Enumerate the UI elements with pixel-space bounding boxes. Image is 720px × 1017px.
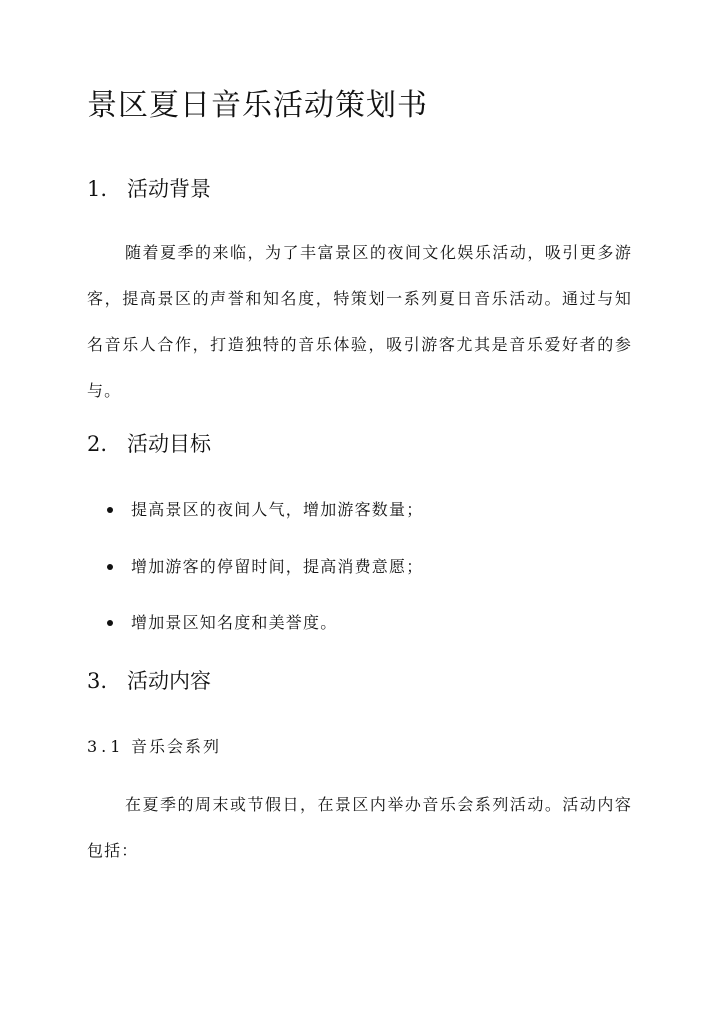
background-paragraph: 随着夏季的来临，为了丰富景区的夜间文化娱乐活动，吸引更多游客，提高景区的声誉和知名度，特策划一系列夏日音乐活动。通过与知名音乐人合作，打造独特的音乐体验，吸引游客尤其是音乐爱好者的参与。 bbox=[87, 243, 632, 400]
section-title: 活动内容 bbox=[127, 669, 211, 693]
document-title: 景区夏日音乐活动策划书 bbox=[87, 88, 428, 123]
list-item bbox=[107, 611, 337, 635]
section-title: 活动背景 bbox=[127, 177, 211, 201]
section-number: 3. bbox=[87, 669, 108, 693]
bullet-icon bbox=[107, 620, 113, 626]
section-heading-content bbox=[87, 667, 211, 695]
list-item-text: 增加游客的停留时间，提高消费意愿； bbox=[131, 557, 424, 576]
subsection-number: 3.1 bbox=[87, 737, 125, 756]
section-heading-goals bbox=[87, 430, 211, 458]
section-number: 1. bbox=[87, 177, 108, 201]
bullet-icon bbox=[107, 507, 113, 513]
bullet-icon bbox=[107, 564, 113, 570]
list-item bbox=[107, 555, 423, 579]
section-heading-background bbox=[87, 175, 211, 203]
section-number: 2. bbox=[87, 432, 108, 456]
subsection-title: 音乐会系列 bbox=[131, 737, 222, 756]
concerts-paragraph: 在夏季的周末或节假日，在景区内举办音乐会系列活动。活动内容包括： bbox=[87, 795, 632, 860]
section-title: 活动目标 bbox=[127, 432, 211, 456]
subsection-heading-concerts bbox=[87, 736, 221, 758]
list-item bbox=[107, 498, 423, 522]
list-item-text: 增加景区知名度和美誉度。 bbox=[131, 613, 338, 632]
list-item-text: 提高景区的夜间人气，增加游客数量； bbox=[131, 500, 424, 519]
